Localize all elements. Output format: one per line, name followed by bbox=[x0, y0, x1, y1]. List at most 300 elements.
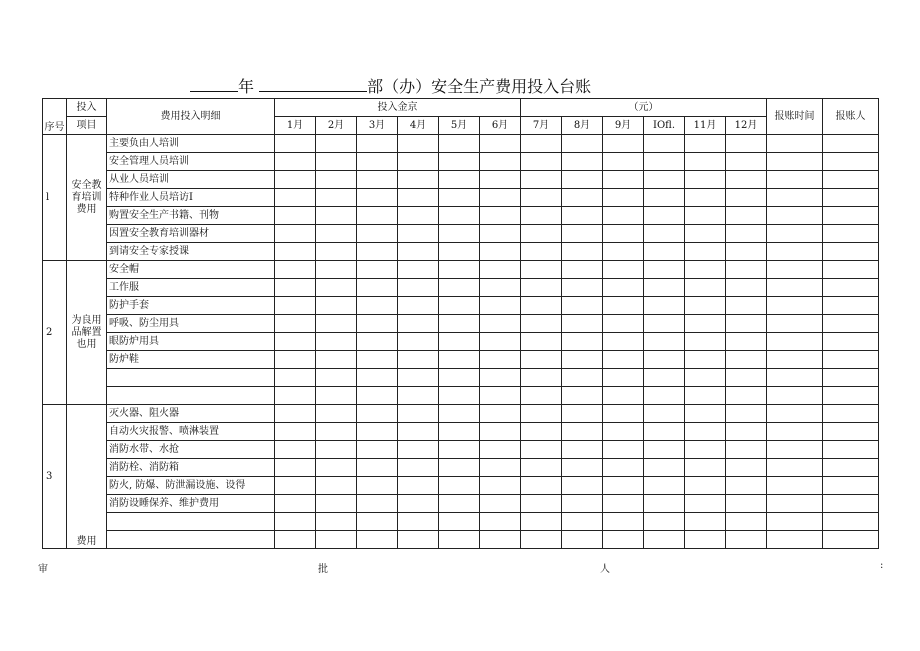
month-amount-cell[interactable] bbox=[357, 405, 398, 423]
report-time-cell[interactable] bbox=[767, 297, 823, 315]
report-time-cell[interactable] bbox=[767, 477, 823, 495]
month-amount-cell[interactable] bbox=[603, 243, 644, 261]
reporter-cell[interactable] bbox=[823, 135, 879, 153]
month-amount-cell[interactable] bbox=[685, 315, 726, 333]
month-amount-cell[interactable] bbox=[521, 207, 562, 225]
month-amount-cell[interactable] bbox=[357, 153, 398, 171]
month-amount-cell[interactable] bbox=[644, 531, 685, 549]
month-amount-cell[interactable] bbox=[439, 495, 480, 513]
month-amount-cell[interactable] bbox=[316, 351, 357, 369]
month-amount-cell[interactable] bbox=[357, 333, 398, 351]
report-time-cell[interactable] bbox=[767, 171, 823, 189]
month-amount-cell[interactable] bbox=[316, 513, 357, 531]
month-amount-cell[interactable] bbox=[603, 351, 644, 369]
month-amount-cell[interactable] bbox=[603, 369, 644, 387]
month-amount-cell[interactable] bbox=[480, 279, 521, 297]
reporter-cell[interactable] bbox=[823, 333, 879, 351]
month-amount-cell[interactable] bbox=[480, 333, 521, 351]
month-amount-cell[interactable] bbox=[316, 405, 357, 423]
month-amount-cell[interactable] bbox=[398, 153, 439, 171]
month-amount-cell[interactable] bbox=[726, 279, 767, 297]
month-amount-cell[interactable] bbox=[726, 531, 767, 549]
month-amount-cell[interactable] bbox=[398, 279, 439, 297]
month-amount-cell[interactable] bbox=[439, 243, 480, 261]
report-time-cell[interactable] bbox=[767, 261, 823, 279]
month-amount-cell[interactable] bbox=[521, 531, 562, 549]
month-amount-cell[interactable] bbox=[562, 495, 603, 513]
month-amount-cell[interactable] bbox=[275, 315, 316, 333]
month-amount-cell[interactable] bbox=[439, 315, 480, 333]
month-amount-cell[interactable] bbox=[726, 405, 767, 423]
month-amount-cell[interactable] bbox=[562, 369, 603, 387]
reporter-cell[interactable] bbox=[823, 279, 879, 297]
report-time-cell[interactable] bbox=[767, 531, 823, 549]
month-amount-cell[interactable] bbox=[562, 279, 603, 297]
month-amount-cell[interactable] bbox=[480, 495, 521, 513]
month-amount-cell[interactable] bbox=[316, 333, 357, 351]
month-amount-cell[interactable] bbox=[521, 189, 562, 207]
month-amount-cell[interactable] bbox=[644, 405, 685, 423]
month-amount-cell[interactable] bbox=[521, 405, 562, 423]
report-time-cell[interactable] bbox=[767, 423, 823, 441]
month-amount-cell[interactable] bbox=[562, 171, 603, 189]
month-amount-cell[interactable] bbox=[275, 243, 316, 261]
month-amount-cell[interactable] bbox=[398, 495, 439, 513]
month-amount-cell[interactable] bbox=[521, 279, 562, 297]
month-amount-cell[interactable] bbox=[480, 243, 521, 261]
month-amount-cell[interactable] bbox=[726, 513, 767, 531]
month-amount-cell[interactable] bbox=[275, 531, 316, 549]
month-amount-cell[interactable] bbox=[398, 459, 439, 477]
month-amount-cell[interactable] bbox=[562, 441, 603, 459]
reporter-cell[interactable] bbox=[823, 225, 879, 243]
month-amount-cell[interactable] bbox=[316, 207, 357, 225]
month-amount-cell[interactable] bbox=[726, 189, 767, 207]
report-time-cell[interactable] bbox=[767, 189, 823, 207]
report-time-cell[interactable] bbox=[767, 441, 823, 459]
month-amount-cell[interactable] bbox=[726, 423, 767, 441]
month-amount-cell[interactable] bbox=[439, 171, 480, 189]
month-amount-cell[interactable] bbox=[439, 459, 480, 477]
month-amount-cell[interactable] bbox=[521, 315, 562, 333]
month-amount-cell[interactable] bbox=[398, 261, 439, 279]
month-amount-cell[interactable] bbox=[562, 405, 603, 423]
month-amount-cell[interactable] bbox=[357, 243, 398, 261]
month-amount-cell[interactable] bbox=[398, 531, 439, 549]
month-amount-cell[interactable] bbox=[562, 189, 603, 207]
month-amount-cell[interactable] bbox=[275, 261, 316, 279]
report-time-cell[interactable] bbox=[767, 513, 823, 531]
month-amount-cell[interactable] bbox=[439, 423, 480, 441]
reporter-cell[interactable] bbox=[823, 315, 879, 333]
month-amount-cell[interactable] bbox=[357, 351, 398, 369]
month-amount-cell[interactable] bbox=[562, 243, 603, 261]
month-amount-cell[interactable] bbox=[357, 315, 398, 333]
month-amount-cell[interactable] bbox=[644, 297, 685, 315]
month-amount-cell[interactable] bbox=[480, 387, 521, 405]
reporter-cell[interactable] bbox=[823, 531, 879, 549]
month-amount-cell[interactable] bbox=[644, 495, 685, 513]
month-amount-cell[interactable] bbox=[357, 171, 398, 189]
month-amount-cell[interactable] bbox=[603, 315, 644, 333]
month-amount-cell[interactable] bbox=[685, 495, 726, 513]
month-amount-cell[interactable] bbox=[398, 243, 439, 261]
month-amount-cell[interactable] bbox=[603, 513, 644, 531]
report-time-cell[interactable] bbox=[767, 333, 823, 351]
month-amount-cell[interactable] bbox=[398, 315, 439, 333]
month-amount-cell[interactable] bbox=[316, 495, 357, 513]
month-amount-cell[interactable] bbox=[521, 297, 562, 315]
month-amount-cell[interactable] bbox=[644, 369, 685, 387]
month-amount-cell[interactable] bbox=[521, 495, 562, 513]
month-amount-cell[interactable] bbox=[562, 351, 603, 369]
month-amount-cell[interactable] bbox=[357, 531, 398, 549]
month-amount-cell[interactable] bbox=[316, 225, 357, 243]
month-amount-cell[interactable] bbox=[603, 333, 644, 351]
month-amount-cell[interactable] bbox=[275, 423, 316, 441]
month-amount-cell[interactable] bbox=[726, 477, 767, 495]
month-amount-cell[interactable] bbox=[480, 315, 521, 333]
month-amount-cell[interactable] bbox=[603, 441, 644, 459]
month-amount-cell[interactable] bbox=[398, 423, 439, 441]
month-amount-cell[interactable] bbox=[275, 459, 316, 477]
month-amount-cell[interactable] bbox=[603, 207, 644, 225]
month-amount-cell[interactable] bbox=[275, 351, 316, 369]
month-amount-cell[interactable] bbox=[685, 531, 726, 549]
month-amount-cell[interactable] bbox=[726, 207, 767, 225]
month-amount-cell[interactable] bbox=[521, 477, 562, 495]
month-amount-cell[interactable] bbox=[480, 405, 521, 423]
month-amount-cell[interactable] bbox=[439, 477, 480, 495]
month-amount-cell[interactable] bbox=[521, 225, 562, 243]
month-amount-cell[interactable] bbox=[562, 261, 603, 279]
month-amount-cell[interactable] bbox=[398, 135, 439, 153]
reporter-cell[interactable] bbox=[823, 495, 879, 513]
month-amount-cell[interactable] bbox=[357, 513, 398, 531]
month-amount-cell[interactable] bbox=[398, 189, 439, 207]
month-amount-cell[interactable] bbox=[726, 369, 767, 387]
reporter-cell[interactable] bbox=[823, 207, 879, 225]
month-amount-cell[interactable] bbox=[726, 171, 767, 189]
month-amount-cell[interactable] bbox=[439, 189, 480, 207]
month-amount-cell[interactable] bbox=[316, 531, 357, 549]
month-amount-cell[interactable] bbox=[439, 441, 480, 459]
month-amount-cell[interactable] bbox=[357, 369, 398, 387]
month-amount-cell[interactable] bbox=[398, 477, 439, 495]
month-amount-cell[interactable] bbox=[275, 387, 316, 405]
month-amount-cell[interactable] bbox=[562, 513, 603, 531]
month-amount-cell[interactable] bbox=[521, 153, 562, 171]
report-time-cell[interactable] bbox=[767, 153, 823, 171]
report-time-cell[interactable] bbox=[767, 387, 823, 405]
month-amount-cell[interactable] bbox=[685, 513, 726, 531]
month-amount-cell[interactable] bbox=[480, 297, 521, 315]
month-amount-cell[interactable] bbox=[480, 135, 521, 153]
month-amount-cell[interactable] bbox=[521, 333, 562, 351]
month-amount-cell[interactable] bbox=[316, 279, 357, 297]
month-amount-cell[interactable] bbox=[685, 369, 726, 387]
month-amount-cell[interactable] bbox=[275, 513, 316, 531]
month-amount-cell[interactable] bbox=[357, 225, 398, 243]
month-amount-cell[interactable] bbox=[357, 387, 398, 405]
month-amount-cell[interactable] bbox=[439, 513, 480, 531]
month-amount-cell[interactable] bbox=[439, 279, 480, 297]
month-amount-cell[interactable] bbox=[644, 153, 685, 171]
month-amount-cell[interactable] bbox=[521, 261, 562, 279]
month-amount-cell[interactable] bbox=[357, 441, 398, 459]
month-amount-cell[interactable] bbox=[644, 315, 685, 333]
month-amount-cell[interactable] bbox=[439, 387, 480, 405]
month-amount-cell[interactable] bbox=[521, 171, 562, 189]
month-amount-cell[interactable] bbox=[603, 495, 644, 513]
month-amount-cell[interactable] bbox=[275, 441, 316, 459]
month-amount-cell[interactable] bbox=[439, 369, 480, 387]
month-amount-cell[interactable] bbox=[398, 225, 439, 243]
reporter-cell[interactable] bbox=[823, 513, 879, 531]
month-amount-cell[interactable] bbox=[398, 441, 439, 459]
month-amount-cell[interactable] bbox=[685, 333, 726, 351]
month-amount-cell[interactable] bbox=[726, 261, 767, 279]
month-amount-cell[interactable] bbox=[316, 189, 357, 207]
month-amount-cell[interactable] bbox=[275, 333, 316, 351]
month-amount-cell[interactable] bbox=[357, 279, 398, 297]
month-amount-cell[interactable] bbox=[521, 387, 562, 405]
month-amount-cell[interactable] bbox=[644, 387, 685, 405]
reporter-cell[interactable] bbox=[823, 477, 879, 495]
month-amount-cell[interactable] bbox=[644, 243, 685, 261]
month-amount-cell[interactable] bbox=[644, 351, 685, 369]
month-amount-cell[interactable] bbox=[603, 459, 644, 477]
month-amount-cell[interactable] bbox=[726, 153, 767, 171]
month-amount-cell[interactable] bbox=[562, 477, 603, 495]
month-amount-cell[interactable] bbox=[480, 171, 521, 189]
month-amount-cell[interactable] bbox=[603, 423, 644, 441]
month-amount-cell[interactable] bbox=[357, 495, 398, 513]
month-amount-cell[interactable] bbox=[398, 207, 439, 225]
month-amount-cell[interactable] bbox=[275, 495, 316, 513]
month-amount-cell[interactable] bbox=[480, 261, 521, 279]
month-amount-cell[interactable] bbox=[685, 297, 726, 315]
month-amount-cell[interactable] bbox=[521, 513, 562, 531]
reporter-cell[interactable] bbox=[823, 405, 879, 423]
month-amount-cell[interactable] bbox=[603, 171, 644, 189]
month-amount-cell[interactable] bbox=[562, 207, 603, 225]
report-time-cell[interactable] bbox=[767, 459, 823, 477]
report-time-cell[interactable] bbox=[767, 279, 823, 297]
month-amount-cell[interactable] bbox=[562, 423, 603, 441]
report-time-cell[interactable] bbox=[767, 405, 823, 423]
month-amount-cell[interactable] bbox=[480, 531, 521, 549]
month-amount-cell[interactable] bbox=[439, 531, 480, 549]
month-amount-cell[interactable] bbox=[275, 369, 316, 387]
month-amount-cell[interactable] bbox=[275, 225, 316, 243]
reporter-cell[interactable] bbox=[823, 369, 879, 387]
month-amount-cell[interactable] bbox=[562, 225, 603, 243]
month-amount-cell[interactable] bbox=[480, 189, 521, 207]
month-amount-cell[interactable] bbox=[439, 333, 480, 351]
month-amount-cell[interactable] bbox=[480, 477, 521, 495]
month-amount-cell[interactable] bbox=[480, 153, 521, 171]
month-amount-cell[interactable] bbox=[398, 333, 439, 351]
month-amount-cell[interactable] bbox=[357, 459, 398, 477]
month-amount-cell[interactable] bbox=[275, 153, 316, 171]
month-amount-cell[interactable] bbox=[685, 441, 726, 459]
report-time-cell[interactable] bbox=[767, 315, 823, 333]
month-amount-cell[interactable] bbox=[685, 351, 726, 369]
month-amount-cell[interactable] bbox=[603, 531, 644, 549]
month-amount-cell[interactable] bbox=[316, 369, 357, 387]
month-amount-cell[interactable] bbox=[685, 423, 726, 441]
month-amount-cell[interactable] bbox=[521, 135, 562, 153]
month-amount-cell[interactable] bbox=[398, 297, 439, 315]
month-amount-cell[interactable] bbox=[685, 189, 726, 207]
month-amount-cell[interactable] bbox=[603, 387, 644, 405]
month-amount-cell[interactable] bbox=[480, 369, 521, 387]
month-amount-cell[interactable] bbox=[480, 351, 521, 369]
month-amount-cell[interactable] bbox=[603, 477, 644, 495]
month-amount-cell[interactable] bbox=[316, 297, 357, 315]
month-amount-cell[interactable] bbox=[398, 369, 439, 387]
month-amount-cell[interactable] bbox=[603, 225, 644, 243]
month-amount-cell[interactable] bbox=[603, 297, 644, 315]
report-time-cell[interactable] bbox=[767, 243, 823, 261]
report-time-cell[interactable] bbox=[767, 207, 823, 225]
month-amount-cell[interactable] bbox=[275, 477, 316, 495]
month-amount-cell[interactable] bbox=[316, 387, 357, 405]
month-amount-cell[interactable] bbox=[275, 189, 316, 207]
month-amount-cell[interactable] bbox=[357, 135, 398, 153]
month-amount-cell[interactable] bbox=[316, 243, 357, 261]
month-amount-cell[interactable] bbox=[726, 135, 767, 153]
month-amount-cell[interactable] bbox=[480, 441, 521, 459]
month-amount-cell[interactable] bbox=[357, 423, 398, 441]
month-amount-cell[interactable] bbox=[562, 297, 603, 315]
reporter-cell[interactable] bbox=[823, 387, 879, 405]
month-amount-cell[interactable] bbox=[316, 477, 357, 495]
month-amount-cell[interactable] bbox=[685, 243, 726, 261]
month-amount-cell[interactable] bbox=[521, 351, 562, 369]
month-amount-cell[interactable] bbox=[357, 297, 398, 315]
month-amount-cell[interactable] bbox=[521, 243, 562, 261]
month-amount-cell[interactable] bbox=[316, 441, 357, 459]
month-amount-cell[interactable] bbox=[316, 459, 357, 477]
month-amount-cell[interactable] bbox=[644, 477, 685, 495]
month-amount-cell[interactable] bbox=[685, 387, 726, 405]
month-amount-cell[interactable] bbox=[562, 387, 603, 405]
month-amount-cell[interactable] bbox=[726, 315, 767, 333]
report-time-cell[interactable] bbox=[767, 369, 823, 387]
month-amount-cell[interactable] bbox=[439, 207, 480, 225]
month-amount-cell[interactable] bbox=[644, 441, 685, 459]
month-amount-cell[interactable] bbox=[726, 243, 767, 261]
month-amount-cell[interactable] bbox=[316, 315, 357, 333]
month-amount-cell[interactable] bbox=[644, 513, 685, 531]
month-amount-cell[interactable] bbox=[685, 279, 726, 297]
month-amount-cell[interactable] bbox=[562, 333, 603, 351]
month-amount-cell[interactable] bbox=[521, 441, 562, 459]
report-time-cell[interactable] bbox=[767, 495, 823, 513]
month-amount-cell[interactable] bbox=[521, 459, 562, 477]
month-amount-cell[interactable] bbox=[685, 405, 726, 423]
month-amount-cell[interactable] bbox=[685, 477, 726, 495]
month-amount-cell[interactable] bbox=[316, 423, 357, 441]
reporter-cell[interactable] bbox=[823, 261, 879, 279]
month-amount-cell[interactable] bbox=[357, 189, 398, 207]
report-time-cell[interactable] bbox=[767, 135, 823, 153]
month-amount-cell[interactable] bbox=[521, 369, 562, 387]
month-amount-cell[interactable] bbox=[644, 189, 685, 207]
month-amount-cell[interactable] bbox=[562, 531, 603, 549]
reporter-cell[interactable] bbox=[823, 459, 879, 477]
month-amount-cell[interactable] bbox=[685, 459, 726, 477]
month-amount-cell[interactable] bbox=[726, 225, 767, 243]
reporter-cell[interactable] bbox=[823, 153, 879, 171]
month-amount-cell[interactable] bbox=[357, 477, 398, 495]
month-amount-cell[interactable] bbox=[726, 333, 767, 351]
month-amount-cell[interactable] bbox=[603, 261, 644, 279]
month-amount-cell[interactable] bbox=[316, 153, 357, 171]
reporter-cell[interactable] bbox=[823, 243, 879, 261]
month-amount-cell[interactable] bbox=[562, 135, 603, 153]
month-amount-cell[interactable] bbox=[644, 207, 685, 225]
month-amount-cell[interactable] bbox=[726, 495, 767, 513]
month-amount-cell[interactable] bbox=[439, 153, 480, 171]
reporter-cell[interactable] bbox=[823, 441, 879, 459]
month-amount-cell[interactable] bbox=[480, 513, 521, 531]
month-amount-cell[interactable] bbox=[275, 279, 316, 297]
month-amount-cell[interactable] bbox=[480, 423, 521, 441]
month-amount-cell[interactable] bbox=[685, 135, 726, 153]
month-amount-cell[interactable] bbox=[644, 423, 685, 441]
month-amount-cell[interactable] bbox=[726, 297, 767, 315]
month-amount-cell[interactable] bbox=[439, 405, 480, 423]
month-amount-cell[interactable] bbox=[398, 351, 439, 369]
month-amount-cell[interactable] bbox=[357, 207, 398, 225]
month-amount-cell[interactable] bbox=[726, 351, 767, 369]
month-amount-cell[interactable] bbox=[521, 423, 562, 441]
month-amount-cell[interactable] bbox=[439, 225, 480, 243]
month-amount-cell[interactable] bbox=[275, 171, 316, 189]
month-amount-cell[interactable] bbox=[603, 279, 644, 297]
month-amount-cell[interactable] bbox=[357, 261, 398, 279]
month-amount-cell[interactable] bbox=[562, 315, 603, 333]
month-amount-cell[interactable] bbox=[644, 225, 685, 243]
reporter-cell[interactable] bbox=[823, 423, 879, 441]
month-amount-cell[interactable] bbox=[439, 261, 480, 279]
month-amount-cell[interactable] bbox=[644, 135, 685, 153]
month-amount-cell[interactable] bbox=[685, 225, 726, 243]
month-amount-cell[interactable] bbox=[275, 135, 316, 153]
month-amount-cell[interactable] bbox=[685, 261, 726, 279]
month-amount-cell[interactable] bbox=[685, 171, 726, 189]
month-amount-cell[interactable] bbox=[439, 135, 480, 153]
month-amount-cell[interactable] bbox=[316, 135, 357, 153]
month-amount-cell[interactable] bbox=[316, 171, 357, 189]
month-amount-cell[interactable] bbox=[562, 459, 603, 477]
month-amount-cell[interactable] bbox=[398, 513, 439, 531]
month-amount-cell[interactable] bbox=[562, 153, 603, 171]
reporter-cell[interactable] bbox=[823, 351, 879, 369]
month-amount-cell[interactable] bbox=[685, 153, 726, 171]
month-amount-cell[interactable] bbox=[644, 459, 685, 477]
month-amount-cell[interactable] bbox=[480, 459, 521, 477]
report-time-cell[interactable] bbox=[767, 351, 823, 369]
reporter-cell[interactable] bbox=[823, 297, 879, 315]
report-time-cell[interactable] bbox=[767, 225, 823, 243]
month-amount-cell[interactable] bbox=[439, 297, 480, 315]
month-amount-cell[interactable] bbox=[439, 351, 480, 369]
month-amount-cell[interactable] bbox=[644, 261, 685, 279]
